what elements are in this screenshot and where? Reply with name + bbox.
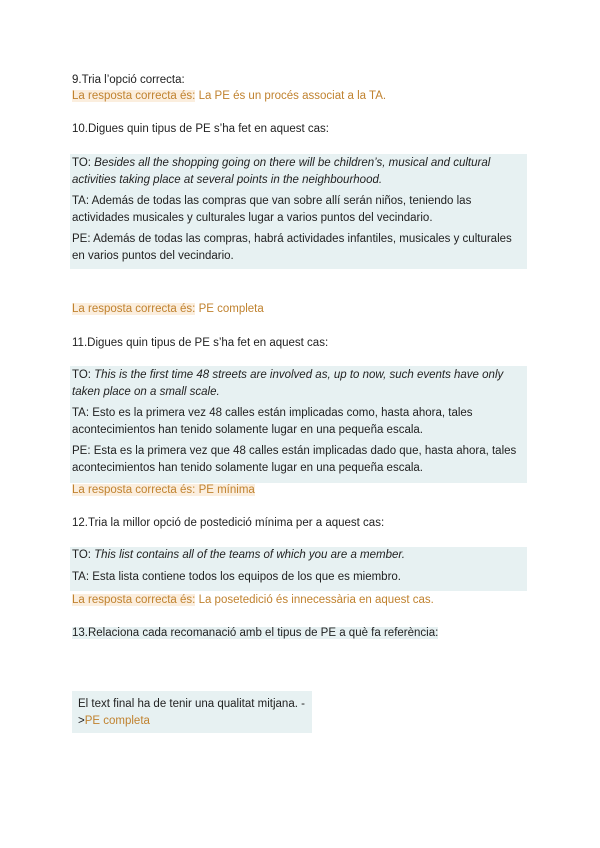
question-11: 11.Digues quin tipus de PE s’ha fet en aquest cas: [72, 337, 329, 349]
matching-card-text: El text final ha de tenir una qualitat mitjana. -> [78, 698, 305, 727]
answer-11-label: La resposta correcta és: [72, 484, 196, 496]
q12-text-box [70, 547, 527, 591]
answer-12-label: La resposta correcta és: [72, 594, 196, 606]
answer-12-value: La posetedició és innecessària en aquest cas. [195, 594, 434, 606]
q10-to-label: TO: [72, 157, 95, 169]
answer-11-value: PE mínima [195, 484, 255, 496]
q11-text-box [70, 366, 527, 483]
answer-10-value: PE completa [195, 303, 264, 315]
q11-to-label: TO: [72, 369, 95, 381]
q11-pe: PE: Esta es la primera vez que 48 calles están implicadas dado que, hasta ahora, tales acontecimientos han tenido solamente lugar en una pequeña escala. [72, 445, 517, 474]
q12-to [70, 547, 527, 564]
q10-pe: PE: Además de todas las compras, habrá actividades infantiles, musicales y culturales en varios puntos del vecindario. [72, 233, 512, 262]
q10-ta: TA: Además de todas las compras que van sobre allí serán niños, teniendo las actividades musicales y culturales lugar a varios puntos del vecindario. [72, 195, 472, 224]
question-10: 10.Digues quin tipus de PE s’ha fet en aquest cas: [72, 123, 329, 135]
answer-12 [72, 592, 434, 609]
matching-card-answer: PE completa [84, 715, 150, 727]
answer-9-label: La resposta correcta és: [72, 90, 196, 102]
q11-to-text: This is the first time 48 streets are involved as, up to now, such events have only taken place on a small scale. [72, 369, 504, 398]
q11-to [70, 366, 527, 401]
q10-to [70, 154, 527, 189]
question-13-text: 13.Relaciona cada recomanació amb el tipus de PE a què fa referència: [72, 627, 439, 639]
answer-9-value: La PE és un procés associat a la TA. [195, 90, 387, 102]
answer-11 [72, 482, 255, 499]
q12-ta: TA: Esta lista contiene todos los equipos de los que es miembro. [72, 571, 401, 583]
q12-to-text: This list contains all of the teams of which you are a member. [94, 549, 406, 561]
q10-text-box [70, 154, 527, 269]
answer-9 [72, 88, 386, 105]
q10-to-text: Besides all the shopping going on there will be children’s, musical and cultural activities taking place at several points in the neighbourhood. [72, 157, 491, 186]
answer-10-label: La resposta correcta és: [72, 303, 196, 315]
answer-10 [72, 301, 264, 318]
question-9: 9.Tria l’opció correcta: [72, 74, 185, 86]
question-12: 12.Tria la millor opció de postedició mínima per a aquest cas: [72, 517, 385, 529]
matching-card[interactable] [72, 691, 312, 733]
q12-to-label: TO: [72, 549, 95, 561]
question-13 [72, 625, 438, 642]
q11-ta: TA: Esto es la primera vez 48 calles están implicadas como, hasta ahora, tales acontecimientos han tenido solamente lugar en una pequeña escala. [72, 407, 473, 436]
